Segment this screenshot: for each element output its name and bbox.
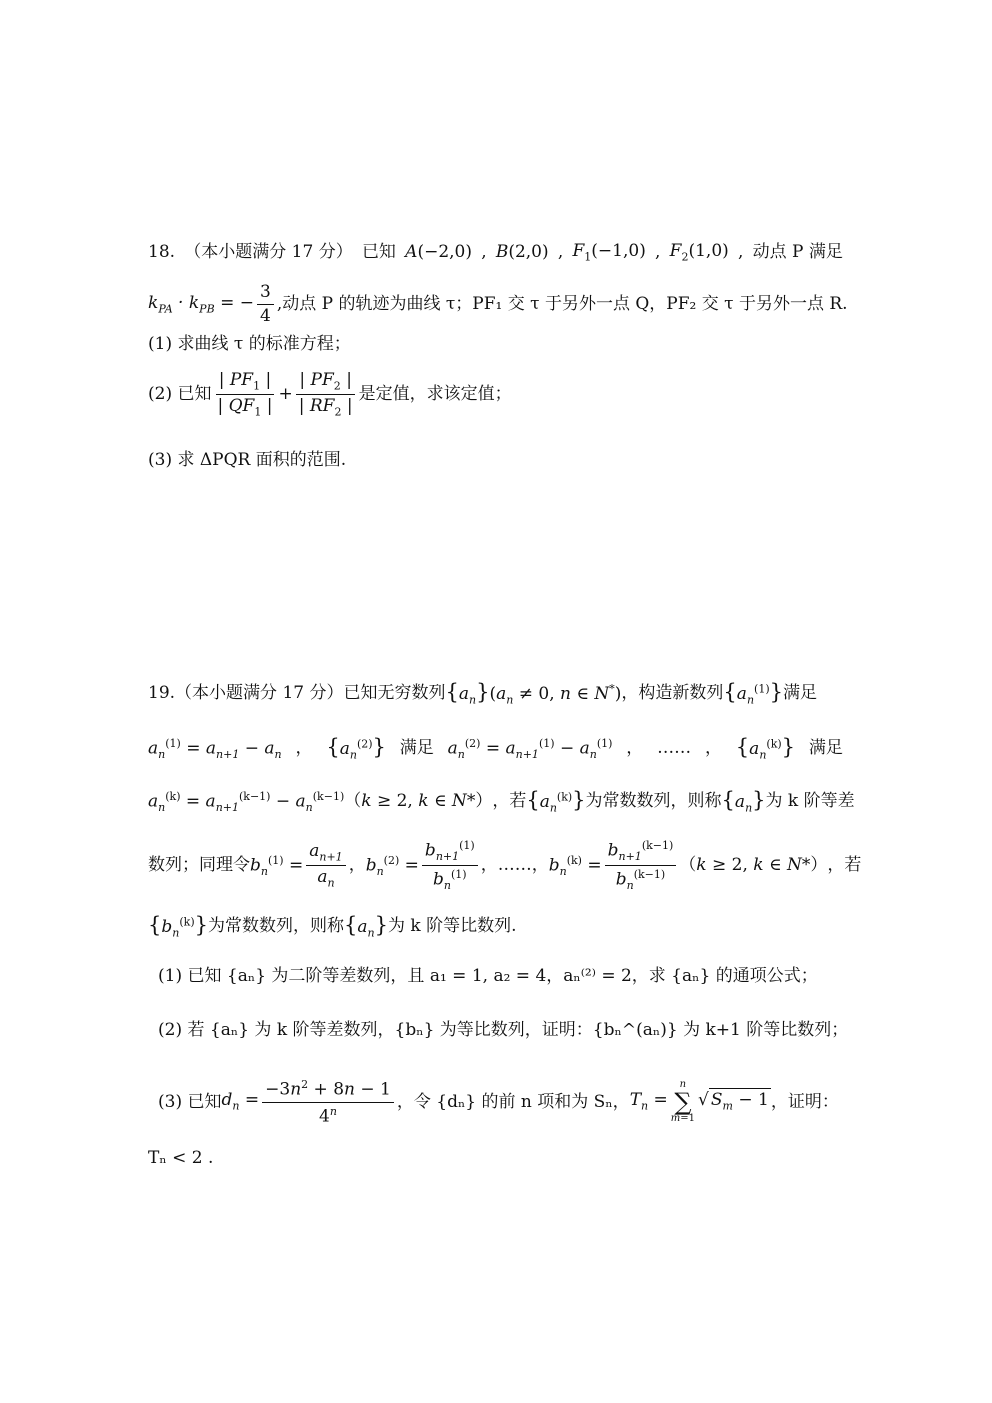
p19-line-2: $a_n^{(1)} = a_{n+1} - a_n$ ， $\{a_n^{(2)}\}$ 满足 $a_n^{(2)} = a_{n+1}^{(1)} - a_n^{(1)}$ ， …… ， $\{a_n^{(k)}\}$ 满足: [148, 735, 843, 762]
p19-def-bnk: $b_n^{(k)}$ =: [548, 853, 602, 878]
p18-intersect-r: PF₂ 交 τ 于另外一点 R.: [666, 294, 848, 314]
p19-ellipsis-2: ……: [497, 855, 532, 876]
p19-seq-an-4: $\{a_n\}$: [343, 913, 388, 940]
p18-ratio-1: $\frac{| PF_1 |}{| QF_1 |}$: [217, 370, 273, 419]
p19-part3-mid: ，令 {dₙ} 的前 n 项和为 Sₙ，: [396, 1091, 630, 1112]
p19-def-bn1: $b_n^{(1)}$ =: [250, 853, 304, 878]
p19-seq-label: 数列；同理令: [148, 855, 250, 876]
p18-known: 已知: [361, 242, 396, 263]
p19-def-dn: $d_n$ =: [221, 1090, 260, 1113]
p18-ratio-2: $\frac{| PF_2 |}{| RF_2 |}$: [296, 372, 356, 418]
p18-point-f2: $F_2(1,0)$: [669, 241, 729, 264]
p18-line-1: 18. （本小题满分 17 分） 已知 A(−2,0) , B(2,0) , $F_1(-1,0)$ , $F_2(1,0)$ , 动点 P 满足: [148, 241, 843, 264]
p19-intro: 已知无穷数列: [343, 683, 446, 704]
p19-if-1: 若: [509, 791, 527, 812]
p18-part2-suffix: 是定值，求该定值；: [358, 384, 512, 405]
p19-def-bn2: $b_n^{(2)}$ =: [365, 853, 419, 878]
p19-part3: [158, 1079, 853, 1125]
p19-conclusion: Tₙ < 2 .: [148, 1148, 214, 1168]
p18-line-2: $k_{PA} \cdot k_{PB}$ = − $\frac{3}{4}$ , 动点 P 的轨迹为曲线 τ； PF₁ 交 τ 于另外一点 Q ， PF₂ 交 τ 于另外一点 R.: [148, 282, 848, 326]
p19-score-tag: （本小题满分 17 分）: [175, 683, 344, 704]
p18-part1: (1) 求曲线 τ 的标准方程；: [148, 334, 351, 354]
p18-part2-prefix: (2) 已知: [148, 384, 212, 405]
p19-line-4: 数列；同理令 $b_n^{(1)}$ = $\frac{a_{n+1}}{a_n}$ ， $b_n^{(2)}$ = $\frac{b_{n+1}^{(1)}}{b_n^{(1)}}$ ， …… ， $b_n^{(k)}$ = $\frac{b_{n+1}^{(k-1)}}{b_n^{(k-1)}}$ （k ≥ 2, k ∈ N*） ， 若: [148, 839, 862, 893]
p19-constant-2: 为常数数列，则称: [207, 916, 344, 937]
p18-score-tag: （本小题满分 17 分）: [184, 242, 353, 263]
p19-frac-bnk: $\frac{b_{n+1}^{(k-1)}}{b_n^{(k-1)}}$: [605, 840, 677, 891]
p19-construct: 构造新数列: [638, 683, 724, 704]
p19-if-2: 若: [844, 855, 862, 876]
p18-point-a: A(−2,0): [405, 242, 472, 263]
p19-sum-symbol: n ∑ m=1: [670, 1079, 696, 1125]
p19-seq-bnk: $\{b_n^{(k)}\}$: [148, 913, 208, 940]
p19-satisfy-3: 满足: [808, 738, 843, 759]
p18-part2: (2) 已知 $\frac{| PF_1 |}{| QF_1 |}$ + $\frac{| PF_2 |}{| RF_2 |}$ 是定值，求该定值；: [148, 370, 512, 419]
p19-k-cond-2: （k ≥ 2, k ∈ N*）: [679, 855, 828, 876]
p19-def-ank: $a_n^{(k)} = a_{n+1}^{(k-1)} - a_n^{(k-1)}$: [148, 789, 345, 814]
p19-frac-dn: $\frac{-3n^2 + 8n - 1}{4^n}$: [262, 1079, 394, 1125]
p19-seq-an-3: $\{a_n\}$: [721, 788, 766, 815]
p18-condition: 动点 P 满足: [752, 242, 843, 263]
p18-part3: (3) 求 ΔPQR 面积的范围.: [148, 450, 347, 470]
p19-sqrt-term: √ $S_m - 1$: [698, 1090, 769, 1113]
p19-k-geo: 为 k 阶等比数列.: [387, 916, 517, 937]
p19-frac-bn1: $\frac{a_{n+1}}{a_n}$: [306, 843, 345, 889]
p19-seq-an2: $\{a_n^{(2)}\}$: [326, 735, 386, 762]
p19-line-5: [148, 915, 843, 938]
p19-part2: (2) 若 {aₙ} 为 k 阶等差数列，{bₙ} 为等比数列，证明：{bₙ^(aₙ)} 为 k+1 阶等比数列；: [158, 1020, 849, 1040]
p19-number: 19.: [148, 683, 176, 704]
p19-part3-suffix: ，证明：: [770, 1091, 839, 1112]
p18-three-quarters: $\frac{3}{4}$: [257, 284, 274, 325]
p19-seq-ank-2: $\{a_n^{(k)}\}$: [526, 788, 586, 815]
p18-number: 18.: [148, 242, 176, 263]
p19-seq-an1: $\{a_n^{(1)}\}$: [723, 680, 783, 707]
p19-part3-prefix: (3) 已知: [158, 1091, 222, 1112]
p19-k-arith: 为 k 阶等差: [765, 791, 855, 812]
p18-slope-product: $k_{PA} \cdot k_{PB}$ = −: [148, 292, 254, 316]
p19-constant-1: 为常数数列，则称: [585, 791, 722, 812]
p19-def-tn: $T_n$ =: [629, 1090, 668, 1113]
p18-intersect-q: PF₁ 交 τ 于另外一点 Q: [472, 294, 650, 314]
p19-k-cond-1: （k ≥ 2, k ∈ N*）: [344, 791, 493, 812]
p18-point-b: B(2,0): [495, 242, 549, 263]
p19-ellipsis: ……: [657, 738, 692, 759]
p19-def-an2: $a_n^{(2)} = a_{n+1}^{(1)} - a_n^{(1)}$: [447, 736, 613, 761]
p19-seq-ank: $\{a_n^{(k)}\}$: [735, 735, 796, 762]
p19-def-an1: $a_n^{(1)} = a_{n+1} - a_n$: [148, 736, 282, 761]
p19-line-3: $a_n^{(k)} = a_{n+1}^{(k-1)} - a_n^{(k-1)}$ （k ≥ 2, k ∈ N*） ， 若 $\{a_n^{(k)}\}$ 为常数数列，则称 $\{a_n\}$ 为 k 阶等差: [148, 788, 855, 815]
p19-line-1: 19. （本小题满分 17 分） 已知无穷数列 $\{a_n\}(a_n \ne 0$, n ∈ N*) ， 构造新数列 $\{a_n^{(1)}\}$ 满足: [148, 680, 817, 707]
p19-part1: (1) 已知 {aₙ} 为二阶等差数列，且 a₁ = 1, a₂ = 4，aₙ⁽²⁾ = 2，求 {aₙ} 的通项公式；: [158, 966, 818, 986]
p19-satisfy-1: 满足: [783, 683, 817, 704]
p19-seq-an: $\{a_n\}(a_n \ne 0$, n ∈ N*): [445, 680, 622, 707]
p18-trajectory: 动点 P 的轨迹为曲线 τ；: [282, 294, 473, 314]
p19-satisfy-2: 满足: [399, 738, 434, 759]
p19-frac-bn2: $\frac{b_{n+1}^{(1)}}{b_n^{(1)}}$: [422, 840, 478, 891]
p18-point-f1: $F_1(-1,0)$: [572, 241, 646, 264]
